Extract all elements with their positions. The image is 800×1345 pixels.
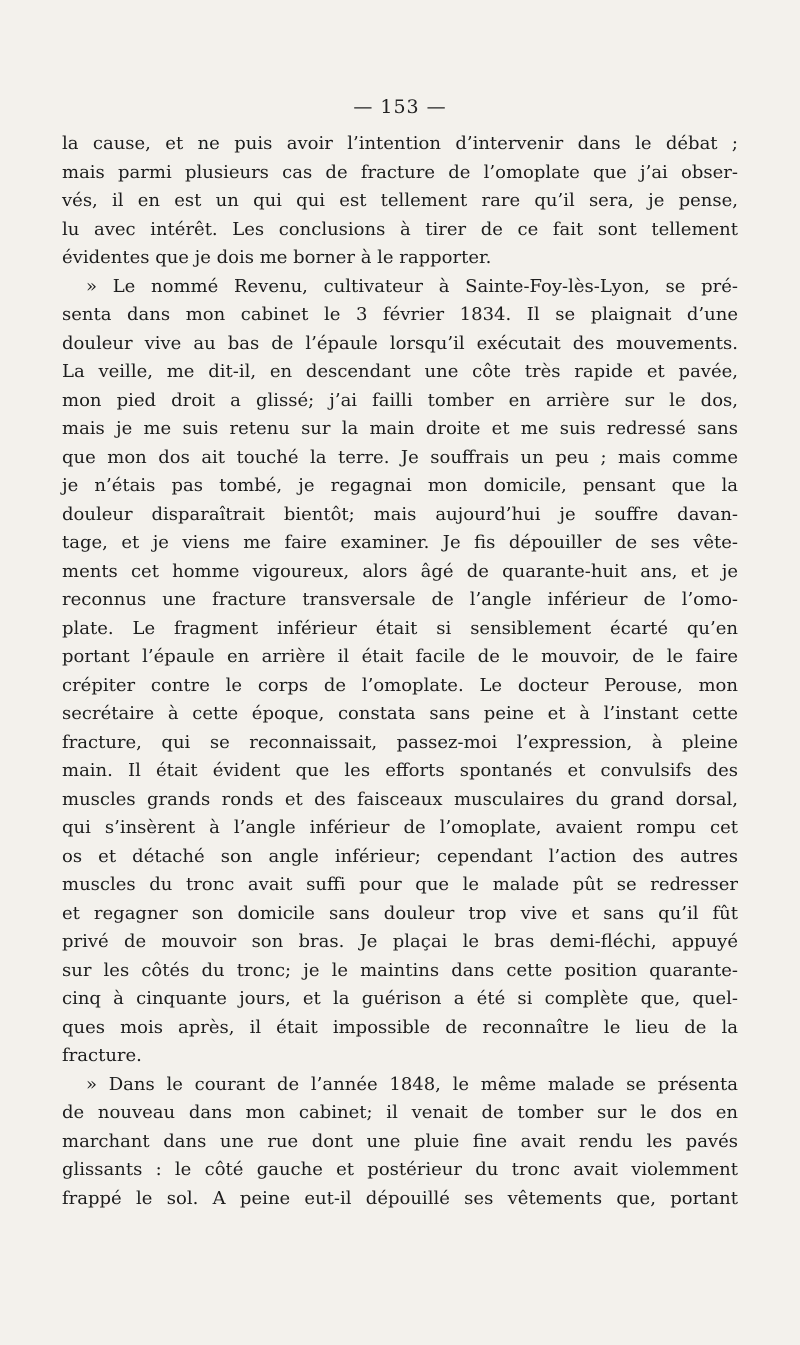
text-line: os et détaché son angle inférieur; cependant l’action des autres: [62, 845, 738, 867]
page-number: — 153 —: [353, 96, 447, 118]
text-line: de nouveau dans mon cabinet; il venait de tomber sur le dos en: [62, 1102, 738, 1123]
text-line: » Le nommé Revenu, cultivateur à Sainte-Foy-lès-Lyon, se pré-: [86, 275, 738, 297]
text-line: mais parmi plusieurs cas de fracture de l’omoplate que j’ai obser-: [62, 161, 738, 183]
text-line: » Dans le courant de l’année 1848, le même malade se présenta: [86, 1073, 738, 1095]
text-line: douleur vive au bas de l’épaule lorsqu’il exécutait des mouvements.: [62, 332, 738, 354]
text-line: évidentes que je dois me borner à le rapporter.: [62, 247, 492, 268]
text-line: douleur disparaîtrait bientôt; mais aujourd’hui je souffre davan-: [62, 503, 738, 525]
text-line: fracture, qui se reconnaissait, passez-moi l’expression, à pleine: [62, 731, 738, 753]
text-line: mon pied droit a glissé; j’ai failli tomber en arrière sur le dos,: [62, 389, 738, 411]
text-line: frappé le sol. A peine eut-il dépouillé ses vêtements que, portant: [62, 1187, 738, 1209]
text-line: ments cet homme vigoureux, alors âgé de quarante-huit ans, et je: [62, 560, 738, 582]
text-line: mais je me suis retenu sur la main droite et me suis redressé sans: [62, 418, 738, 439]
text-line: privé de mouvoir son bras. Je plaçai le bras demi-fléchi, appuyé: [62, 931, 738, 952]
text-line: ques mois après, il était impossible de reconnaître le lieu de la: [62, 1016, 738, 1038]
text-line: crépiter contre le corps de l’omoplate. Le docteur Perouse, mon: [62, 674, 738, 696]
text-line: je n’étais pas tombé, je regagnai mon domicile, pensant que la: [62, 475, 738, 496]
text-line: senta dans mon cabinet le 3 février 1834. Il se plaignait d’une: [62, 304, 738, 325]
body-text: [62, 130, 738, 1213]
text-line: muscles grands ronds et des faisceaux musculaires du grand dorsal,: [62, 788, 738, 810]
text-line: lu avec intérêt. Les conclusions à tirer de ce fait sont tellement: [62, 218, 738, 240]
text-line: portant l’épaule en arrière il était facile de le mouvoir, de le faire: [62, 646, 738, 667]
text-line: sur les côtés du tronc; je le maintins dans cette position quarante-: [62, 959, 738, 981]
text-line: muscles du tronc avait suffi pour que le malade pût se redresser: [62, 874, 738, 895]
text-line: marchant dans une rue dont une pluie fine avait rendu les pavés: [62, 1130, 738, 1152]
text-line: La veille, me dit-il, en descendant une côte très rapide et pavée,: [62, 361, 738, 382]
text-line: main. Il était évident que les efforts spontanés et convulsifs des: [62, 760, 738, 781]
text-line: reconnus une fracture transversale de l’angle inférieur de l’omo-: [62, 589, 738, 610]
text-line: vés, il en est un qui qui est tellement rare qu’il sera, je pense,: [62, 190, 738, 211]
text-line: secrétaire à cette époque, constata sans peine et à l’instant cette: [62, 703, 738, 724]
text-line: la cause, et ne puis avoir l’intention d’intervenir dans le débat ;: [62, 133, 738, 154]
text-line: glissants : le côté gauche et postérieur du tronc avait violemment: [62, 1159, 738, 1180]
text-line: plate. Le fragment inférieur était si sensiblement écarté qu’en: [62, 617, 738, 639]
text-line: et regagner son domicile sans douleur trop vive et sans qu’il fût: [62, 902, 738, 924]
text-line: qui s’insèrent à l’angle inférieur de l’omoplate, avaient rompu cet: [62, 817, 738, 838]
text-line: cinq à cinquante jours, et la guérison a été si complète que, quel-: [62, 988, 738, 1009]
text-line: que mon dos ait touché la terre. Je souffrais un peu ; mais comme: [62, 446, 738, 468]
text-line: fracture.: [62, 1045, 142, 1066]
text-line: tage, et je viens me faire examiner. Je fis dépouiller de ses vête-: [62, 532, 738, 553]
